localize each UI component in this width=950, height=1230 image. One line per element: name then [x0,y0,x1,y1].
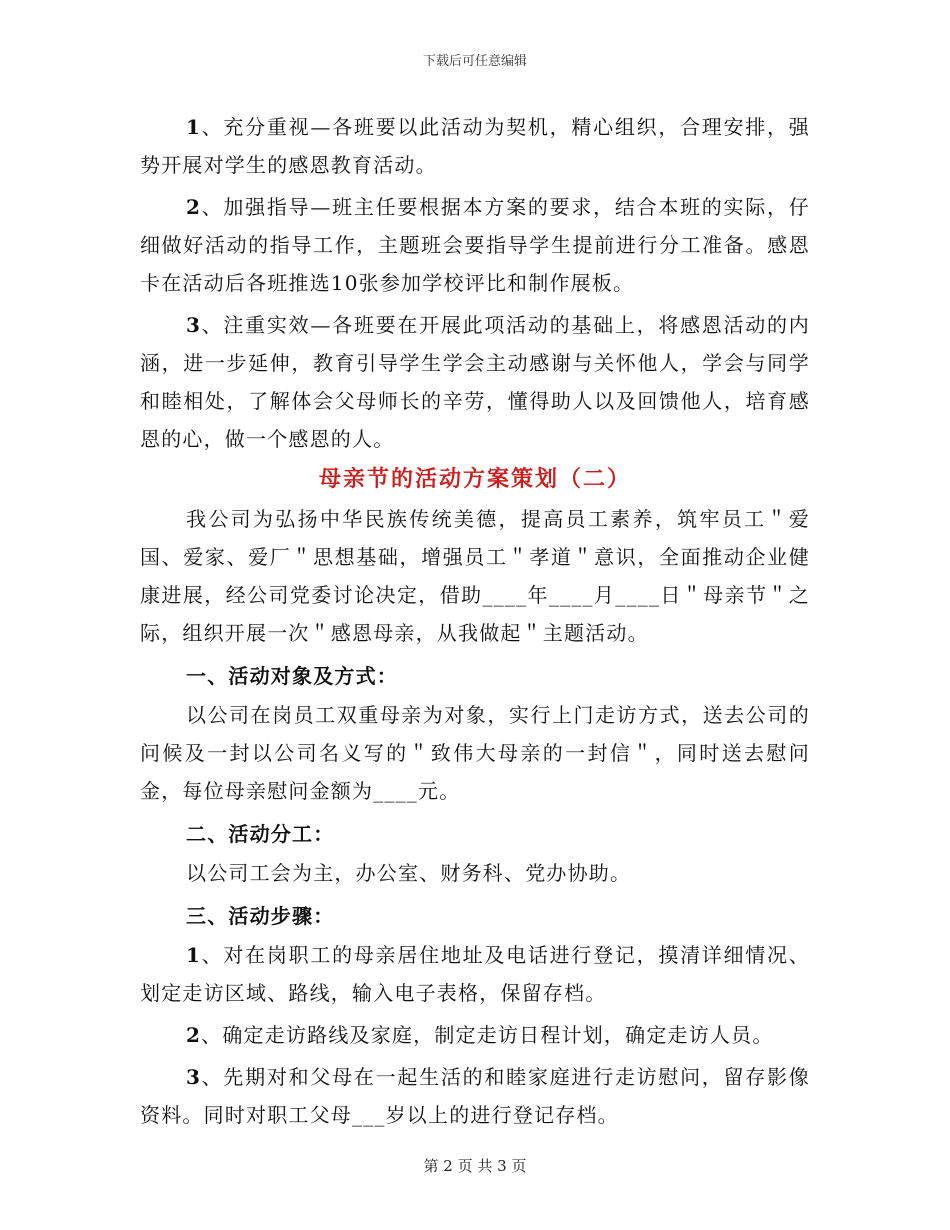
page-header-note: 下载后可任意编辑 [422,54,527,69]
heading-division-of-work: 二、活动分工： [186,822,335,846]
list-item [140,108,810,184]
step-number: 1 [186,943,202,967]
step-text: 、对在岗职工的母亲居住地址及电话进行登记，摸清详细情况、划定走访区域、路线，输入电子表格，保留存档。 [140,943,810,1005]
list-item [140,306,810,458]
step-item [140,936,810,1012]
list-item-number: 1 [186,115,202,139]
step-item [140,1016,810,1054]
list-item-text: 、充分重视—各班要以此活动为契机，精心组织，合理安排，强势开展对学生的感恩教育活动。 [140,115,810,177]
page-footer: 第 2 页 共 3 页 [423,1157,527,1175]
list-item-number: 3 [186,313,202,337]
step-number: 3 [186,1065,202,1089]
intro-paragraph: 我公司为弘扬中华民族传统美德，提高员工素养，筑牢员工＂爱国、爱家、爱厂＂思想基础，增强员工＂孝道＂意识，全面推动企业健康进展，经公司党委讨论决定，借助____年____月____日＂母亲节＂之际，组织开展一次＂感恩母亲，从我做起＂主题活动。 [140,507,810,645]
step-text: 、确定走访路线及家庭，制定走访日程计划，确定走访人员。 [201,1023,774,1047]
list-item-text: 、加强指导—班主任要根据本方案的要求，结合本班的实际，仔细做好活动的指导工作，主题班会要指导学生提前进行分工准备。感恩卡在活动后各班推选10张参加学校评比和制作展板。 [140,195,810,295]
heading-activity-steps: 三、活动步骤： [186,904,335,928]
list-item-number: 2 [186,195,202,219]
step-item [140,1058,810,1134]
activity-target-paragraph: 以公司在岗员工双重母亲为对象，实行上门走访方式，送去公司的问候及一封以公司名义写的＂致伟大母亲的一封信＂，同时送去慰问金，每位母亲慰问金额为____元。 [140,703,810,803]
step-text: 、先期对和父母在一起生活的和睦家庭进行走访慰问，留存影像资料。同时对职工父母___岁以上的进行登记存档。 [140,1065,810,1127]
step-number: 2 [186,1023,202,1047]
list-item-text: 、注重实效—各班要在开展此项活动的基础上，将感恩活动的内涵，进一步延伸，教育引导学生学会主动感谢与关怀他人，学会与同学和睦相处，了解体会父母师长的辛劳，懂得助人以及回馈他人，培育感恩的心，做一个感恩的人。 [140,313,810,451]
division-of-work-paragraph: 以公司工会为主，办公室、财务科、党办协助。 [186,861,632,885]
list-item [140,188,810,302]
heading-activity-target: 一、活动对象及方式： [186,664,398,688]
document-body [140,108,810,1134]
section-title: 母亲节的活动方案策划（二） [318,466,631,492]
